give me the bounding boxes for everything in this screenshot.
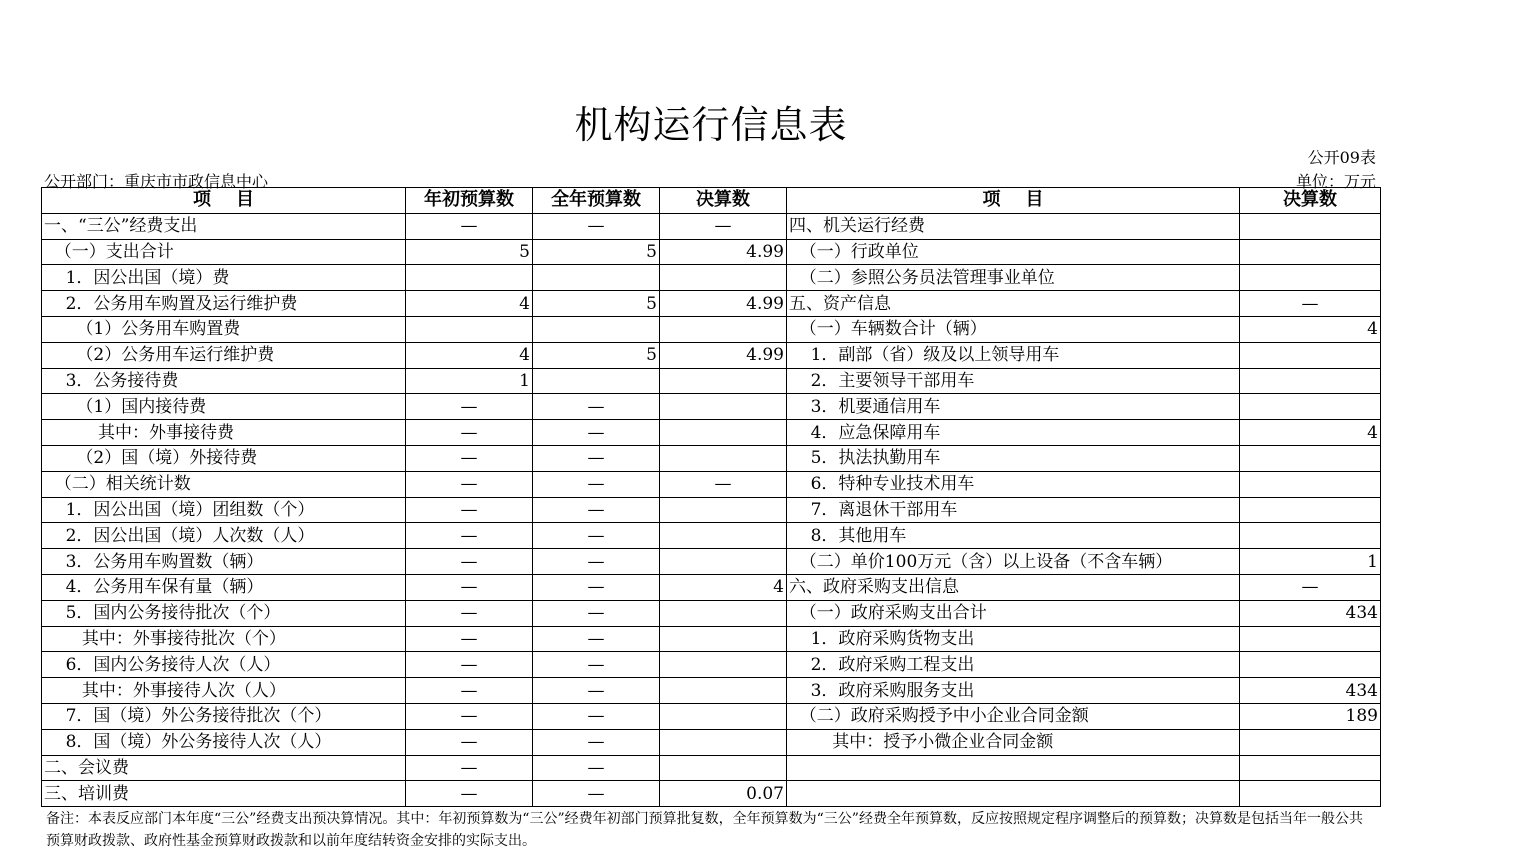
- right-item-cell: 1．政府采购货物支出: [787, 626, 1240, 652]
- left-item-cell: 2．公务用车购置及运行维护费: [42, 291, 406, 317]
- initial-budget-cell: —: [406, 523, 533, 549]
- final-accounts-cell: [660, 368, 787, 394]
- initial-budget-cell: —: [406, 781, 533, 807]
- left-item-cell: 一、“三公”经费支出: [42, 213, 406, 239]
- right-final-cell: [1240, 471, 1381, 497]
- table-row: [42, 729, 1381, 755]
- final-accounts-cell: 4.99: [660, 239, 787, 265]
- left-item-cell: （二）相关统计数: [42, 471, 406, 497]
- annual-budget-cell: —: [533, 729, 660, 755]
- final-accounts-cell: [660, 420, 787, 446]
- right-final-cell: [1240, 652, 1381, 678]
- final-accounts-cell: [660, 394, 787, 420]
- final-accounts-cell: [660, 755, 787, 781]
- left-item-cell: 其中：外事接待费: [42, 420, 406, 446]
- left-item-cell: 1．因公出国（境）团组数（个）: [42, 497, 406, 523]
- left-item-cell: 2．因公出国（境）人次数（人）: [42, 523, 406, 549]
- table-row: [42, 652, 1381, 678]
- table-row: [42, 549, 1381, 575]
- right-final-cell: [1240, 729, 1381, 755]
- initial-budget-cell: 4: [406, 342, 533, 368]
- annual-budget-cell: 5: [533, 291, 660, 317]
- table-row: [42, 213, 1381, 239]
- header-item-left: 项 目: [42, 188, 406, 214]
- header-initial-budget: 年初预算数: [406, 188, 533, 214]
- right-final-cell: [1240, 368, 1381, 394]
- final-accounts-cell: 4: [660, 574, 787, 600]
- left-item-cell: 三、培训费: [42, 781, 406, 807]
- right-item-cell: 5．执法执勤用车: [787, 445, 1240, 471]
- table-row: [42, 755, 1381, 781]
- header-item-right: 项 目: [787, 188, 1240, 214]
- initial-budget-cell: —: [406, 729, 533, 755]
- initial-budget-cell: —: [406, 652, 533, 678]
- table-row: [42, 703, 1381, 729]
- right-final-cell: 434: [1240, 600, 1381, 626]
- final-accounts-cell: [660, 729, 787, 755]
- right-item-cell: 六、政府采购支出信息: [787, 574, 1240, 600]
- right-item-cell: （二）政府采购授予中小企业合同金额: [787, 703, 1240, 729]
- initial-budget-cell: 5: [406, 239, 533, 265]
- right-item-cell: [787, 781, 1240, 807]
- left-item-cell: 1．因公出国（境）费: [42, 265, 406, 291]
- right-item-cell: 2．主要领导干部用车: [787, 368, 1240, 394]
- table-row: [42, 600, 1381, 626]
- table-row: [42, 523, 1381, 549]
- right-item-cell: 2．政府采购工程支出: [787, 652, 1240, 678]
- final-accounts-cell: [660, 703, 787, 729]
- annual-budget-cell: —: [533, 600, 660, 626]
- left-item-cell: 3．公务用车购置数（辆）: [42, 549, 406, 575]
- annual-budget-cell: —: [533, 652, 660, 678]
- right-item-cell: 四、机关运行经费: [787, 213, 1240, 239]
- annual-budget-cell: —: [533, 394, 660, 420]
- right-final-cell: [1240, 394, 1381, 420]
- initial-budget-cell: —: [406, 213, 533, 239]
- table-row: [42, 626, 1381, 652]
- initial-budget-cell: —: [406, 678, 533, 704]
- final-accounts-cell: [660, 652, 787, 678]
- right-final-cell: [1240, 497, 1381, 523]
- annual-budget-cell: —: [533, 523, 660, 549]
- annual-budget-cell: [533, 316, 660, 342]
- page-title: 机构运行信息表: [574, 103, 848, 147]
- initial-budget-cell: [406, 265, 533, 291]
- annual-budget-cell: —: [533, 213, 660, 239]
- right-item-cell: [787, 755, 1240, 781]
- left-item-cell: 8．国（境）外公务接待人次（人）: [42, 729, 406, 755]
- final-accounts-cell: 4.99: [660, 342, 787, 368]
- form-number: 公开09表: [1307, 148, 1376, 167]
- left-item-cell: 4．公务用车保有量（辆）: [42, 574, 406, 600]
- right-item-cell: （一）行政单位: [787, 239, 1240, 265]
- right-item-cell: 3．机要通信用车: [787, 394, 1240, 420]
- right-item-cell: 1．副部（省）级及以上领导用车: [787, 342, 1240, 368]
- table-row: [42, 678, 1381, 704]
- initial-budget-cell: —: [406, 445, 533, 471]
- table-row: [42, 342, 1381, 368]
- table-row: [42, 394, 1381, 420]
- department-label: 公开部门：重庆市市政信息中心: [44, 172, 269, 191]
- left-item-cell: （1）公务用车购置费: [42, 316, 406, 342]
- right-final-cell: [1240, 755, 1381, 781]
- table-row: [42, 420, 1381, 446]
- right-final-cell: [1240, 265, 1381, 291]
- right-final-cell: 4: [1240, 420, 1381, 446]
- annual-budget-cell: [533, 368, 660, 394]
- initial-budget-cell: —: [406, 497, 533, 523]
- right-final-cell: [1240, 781, 1381, 807]
- table-row: [42, 471, 1381, 497]
- right-final-cell: [1240, 213, 1381, 239]
- final-accounts-cell: [660, 549, 787, 575]
- left-item-cell: 其中：外事接待批次（个）: [42, 626, 406, 652]
- right-final-cell: 434: [1240, 678, 1381, 704]
- right-final-cell: 189: [1240, 703, 1381, 729]
- annual-budget-cell: —: [533, 420, 660, 446]
- table-row: [42, 574, 1381, 600]
- initial-budget-cell: 4: [406, 291, 533, 317]
- header-final-accounts: 决算数: [660, 188, 787, 214]
- right-item-cell: （一）政府采购支出合计: [787, 600, 1240, 626]
- info-table: [41, 187, 1381, 807]
- left-item-cell: （1）国内接待费: [42, 394, 406, 420]
- annual-budget-cell: [533, 265, 660, 291]
- initial-budget-cell: —: [406, 394, 533, 420]
- initial-budget-cell: —: [406, 420, 533, 446]
- right-item-cell: （一）车辆数合计（辆）: [787, 316, 1240, 342]
- left-item-cell: 其中：外事接待人次（人）: [42, 678, 406, 704]
- final-accounts-cell: 4.99: [660, 291, 787, 317]
- table-row: [42, 368, 1381, 394]
- right-final-cell: [1240, 523, 1381, 549]
- right-final-cell: 4: [1240, 316, 1381, 342]
- right-final-cell: —: [1240, 574, 1381, 600]
- annual-budget-cell: —: [533, 445, 660, 471]
- final-accounts-cell: [660, 445, 787, 471]
- right-item-cell: 6．特种专业技术用车: [787, 471, 1240, 497]
- header-final-right: 决算数: [1240, 188, 1381, 214]
- left-item-cell: （一）支出合计: [42, 239, 406, 265]
- right-final-cell: [1240, 239, 1381, 265]
- left-item-cell: 7．国（境）外公务接待批次（个）: [42, 703, 406, 729]
- table-row: [42, 316, 1381, 342]
- footnote: 备注：本表反应部门本年度“三公”经费支出预决算情况。其中：年初预算数为“三公”经费年初部门预算批复数，全年预算数为“三公”经费全年预算数，反应按照规定程序调整后的预算数；决算数是包括当年一般公共预算财政拨款、政府性基金预算财政拨款和以前年度结转资金安排的实际支出。: [46, 811, 1363, 849]
- annual-budget-cell: —: [533, 755, 660, 781]
- final-accounts-cell: [660, 600, 787, 626]
- right-item-cell: 其中：授予小微企业合同金额: [787, 729, 1240, 755]
- right-item-cell: 3．政府采购服务支出: [787, 678, 1240, 704]
- table-row: [42, 445, 1381, 471]
- table-row: [42, 265, 1381, 291]
- annual-budget-cell: —: [533, 574, 660, 600]
- right-final-cell: 1: [1240, 549, 1381, 575]
- final-accounts-cell: [660, 265, 787, 291]
- table-row: [42, 239, 1381, 265]
- initial-budget-cell: —: [406, 626, 533, 652]
- left-item-cell: （2）国（境）外接待费: [42, 445, 406, 471]
- initial-budget-cell: —: [406, 600, 533, 626]
- final-accounts-cell: [660, 626, 787, 652]
- right-final-cell: [1240, 445, 1381, 471]
- left-item-cell: 3．公务接待费: [42, 368, 406, 394]
- annual-budget-cell: —: [533, 549, 660, 575]
- table-row: [42, 497, 1381, 523]
- right-item-cell: （二）单价100万元（含）以上设备（不含车辆）: [787, 549, 1240, 575]
- annual-budget-cell: 5: [533, 342, 660, 368]
- initial-budget-cell: —: [406, 574, 533, 600]
- annual-budget-cell: 5: [533, 239, 660, 265]
- right-item-cell: 4．应急保障用车: [787, 420, 1240, 446]
- initial-budget-cell: —: [406, 755, 533, 781]
- initial-budget-cell: [406, 316, 533, 342]
- left-item-cell: （2）公务用车运行维护费: [42, 342, 406, 368]
- final-accounts-cell: [660, 678, 787, 704]
- annual-budget-cell: —: [533, 781, 660, 807]
- header-annual-budget: 全年预算数: [533, 188, 660, 214]
- annual-budget-cell: —: [533, 471, 660, 497]
- initial-budget-cell: —: [406, 549, 533, 575]
- left-item-cell: 二、会议费: [42, 755, 406, 781]
- final-accounts-cell: 0.07: [660, 781, 787, 807]
- final-accounts-cell: —: [660, 213, 787, 239]
- unit-label: 单位：万元: [1295, 172, 1376, 191]
- right-item-cell: 7．离退休干部用车: [787, 497, 1240, 523]
- final-accounts-cell: [660, 523, 787, 549]
- annual-budget-cell: —: [533, 703, 660, 729]
- initial-budget-cell: —: [406, 703, 533, 729]
- left-item-cell: 5．国内公务接待批次（个）: [42, 600, 406, 626]
- table-row: [42, 781, 1381, 807]
- initial-budget-cell: 1: [406, 368, 533, 394]
- left-item-cell: 6．国内公务接待人次（人）: [42, 652, 406, 678]
- right-item-cell: 8．其他用车: [787, 523, 1240, 549]
- annual-budget-cell: —: [533, 497, 660, 523]
- right-item-cell: 五、资产信息: [787, 291, 1240, 317]
- initial-budget-cell: —: [406, 471, 533, 497]
- right-final-cell: [1240, 626, 1381, 652]
- right-item-cell: （二）参照公务员法管理事业单位: [787, 265, 1240, 291]
- final-accounts-cell: [660, 497, 787, 523]
- final-accounts-cell: —: [660, 471, 787, 497]
- header-row: [42, 188, 1381, 214]
- annual-budget-cell: —: [533, 626, 660, 652]
- right-final-cell: —: [1240, 291, 1381, 317]
- table-row: [42, 291, 1381, 317]
- right-final-cell: [1240, 342, 1381, 368]
- annual-budget-cell: —: [533, 678, 660, 704]
- final-accounts-cell: [660, 316, 787, 342]
